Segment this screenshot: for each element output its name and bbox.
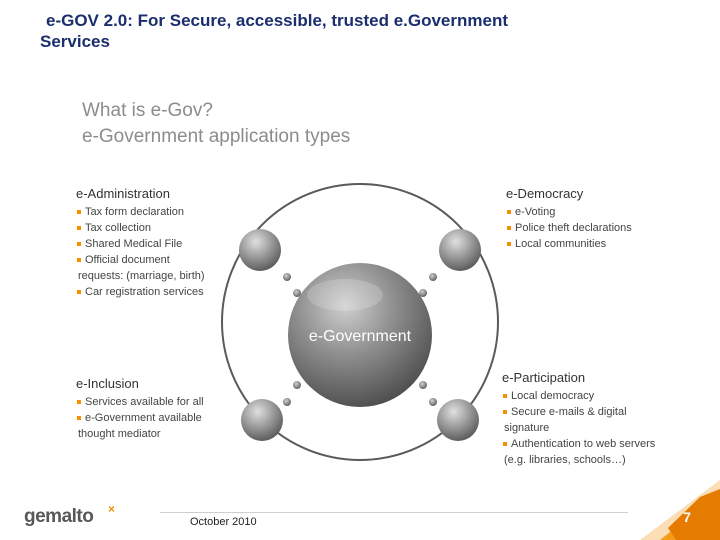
quadrant-list: [76, 204, 205, 300]
quadrant-list: [502, 388, 655, 468]
quadrant-title: e-Democracy: [506, 186, 584, 201]
quadrant-e-democracy: [506, 186, 632, 252]
quadrant-e-participation: [502, 370, 655, 468]
quadrant-title: e-Administration: [76, 186, 170, 201]
satellite-top-right: [439, 229, 481, 271]
list-item: Official document: [76, 252, 205, 268]
quadrant-list: [506, 204, 632, 252]
list-item: Tax form declaration: [76, 204, 205, 220]
quadrant-title: e-Participation: [502, 370, 586, 385]
quadrant-list: [76, 394, 204, 442]
heading-question: What is e-Gov?: [82, 100, 213, 121]
slide-title-line-2: Services: [40, 32, 110, 51]
list-item: Local democracy: [502, 388, 655, 404]
list-item: Car registration services: [76, 284, 205, 300]
list-item: e-Voting: [506, 204, 632, 220]
list-item: Police theft declarations: [506, 220, 632, 236]
gemalto-logo-mark: ×: [108, 502, 116, 516]
satellite-bottom-right: [437, 399, 479, 441]
quadrant-e-administration: [76, 186, 205, 300]
satellite-bottom-left: [241, 399, 283, 441]
list-item-continuation: signature: [504, 422, 550, 434]
hub-label: e-Government: [308, 328, 412, 345]
footer-date: October 2010: [190, 516, 257, 528]
list-item: e-Government available: [76, 410, 204, 426]
page-number: 7: [683, 509, 691, 525]
list-item: Secure e-mails & digital: [502, 404, 655, 420]
slide-title-line-1: e-GOV 2.0: For Secure, accessible, trusted e.Government: [46, 11, 509, 30]
list-item-continuation: requests: (marriage, birth): [78, 270, 205, 282]
footer-divider: [160, 512, 628, 513]
gemalto-logo: gemalto: [24, 506, 94, 527]
satellite-top-left: [239, 229, 281, 271]
list-item: Local communities: [506, 236, 632, 252]
list-item: Tax collection: [76, 220, 205, 236]
list-item-continuation: (e.g. libraries, schools…): [504, 454, 626, 466]
list-item: Authentication to web servers: [502, 436, 655, 452]
heading-subtitle: e-Government application types: [82, 126, 351, 147]
list-item-continuation: thought mediator: [78, 428, 161, 440]
quadrant-e-inclusion: [76, 376, 204, 442]
list-item: Shared Medical File: [76, 236, 205, 252]
list-item: Services available for all: [76, 394, 204, 410]
quadrant-title: e-Inclusion: [76, 376, 139, 391]
